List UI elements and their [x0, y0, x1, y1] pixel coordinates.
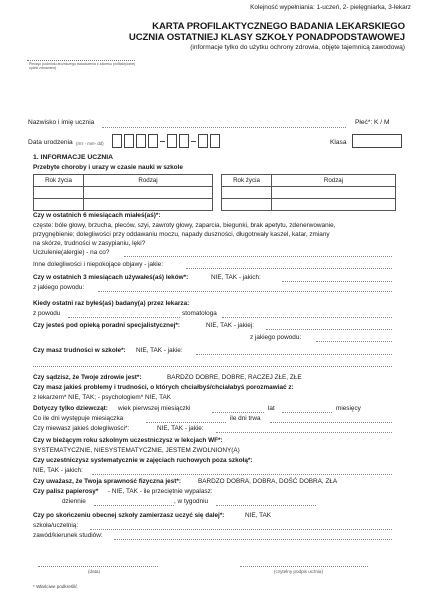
q6-title: Czy sądzisz, że Twoje zdrowie jest*:: [33, 374, 142, 381]
institution-stamp-area: [27, 60, 135, 102]
q1-title: Czy w ostatnich 6 miesiącach miałeś(aś)*:: [33, 212, 161, 219]
q4-options[interactable]: NIE, TAK - jakiej:: [206, 322, 255, 329]
allergy-field[interactable]: [124, 256, 392, 257]
q3-reason-field[interactable]: [68, 317, 180, 318]
q8-pain-options[interactable]: NIE, TAK - jakie:: [157, 425, 204, 432]
name-field[interactable]: [102, 127, 346, 128]
q3-dentist-label: stomatologa: [182, 310, 217, 317]
col-kind-header: Rodzaj: [272, 175, 396, 187]
q5-difficulties-field-2[interactable]: [33, 366, 392, 367]
q2-reason-field[interactable]: [98, 291, 392, 292]
form-subtitle: (informacje tylko do użytku ochrony zdrowia, objęte tajemnicą zawodową): [190, 44, 405, 51]
q13-profession-field[interactable]: [114, 539, 392, 540]
q13-options[interactable]: NIE, TAK: [245, 512, 272, 519]
other-symptoms-field[interactable]: [186, 268, 392, 269]
q9-title: Czy w bieżącym roku szkolnym uczestniczysz w lekcjach WF*:: [33, 437, 223, 444]
q8-months-field[interactable]: [282, 412, 332, 413]
q8-months-label: miesięcy: [336, 405, 361, 412]
q12-weekly-label: , w tygodniu: [174, 498, 209, 505]
q6-options[interactable]: BARDZO DOBRE, DOBRE, RACZEJ ZŁE, ZŁE: [167, 374, 302, 381]
q10-options[interactable]: NIE, TAK - jakich:: [33, 467, 83, 474]
q2-reason-label: z jakiego powodu:: [33, 284, 85, 291]
q11-options[interactable]: BARDZO DOBRA, DOBRA, DOŚĆ DOBRA, ZŁA: [198, 478, 338, 485]
q10-activities-field[interactable]: [92, 474, 392, 475]
form-title-line1: KARTA PROFILAKTYCZNEGO BADANIA LEKARSKIEGO: [152, 21, 405, 32]
q5-title: Czy masz trudności w szkole*:: [33, 347, 126, 354]
q11-title: Czy uważasz, że Twoja sprawność fizyczna jest*:: [33, 478, 181, 485]
dob-boxes[interactable]: [112, 134, 220, 148]
q3-title: Kiedy ostatni raz byłeś(aś) badany(a) przez lekarza:: [33, 300, 190, 307]
q13-title: Czy po skończeniu obecnej szkoły zamierzasz uczyć się dalej*:: [33, 512, 225, 519]
section-1-title: 1. INFORMACJE UCZNIA: [33, 154, 114, 161]
q1-line1[interactable]: częste: bóle głowy, brzucha, pleców, szyi, zawroty głowy, zaparcia, biegunki, brak apetytu, zdenerwowanie,: [33, 222, 336, 229]
q1-line2[interactable]: przygnębienie; dolegliwości przy oddawaniu moczu, napady duszności, długotrwały kaszel, katar, zmiany: [33, 231, 330, 238]
dob-label: Data urodzenia: [28, 139, 73, 146]
class-field[interactable]: [352, 134, 402, 148]
q4-title: Czy jesteś pod opieką poradni specjalistycznej*:: [33, 322, 181, 329]
diseases-table-right: [221, 174, 396, 211]
stamp-label: Pieczęć podmiotu leczniczego świadczenia z zakresu profilaktycznej opieki zdrowotnej: [29, 62, 136, 71]
fill-order-note: Kolejność wypełniania: 1-uczeń, 2- pielęgniarka, 3-lekarz: [250, 4, 411, 11]
q12-title: Czy palisz papierosy*: [33, 488, 99, 495]
q2-title: Czy w ostatnich 3 miesiącach używałeś(aś) leków*:: [33, 274, 189, 281]
q13-profession-label: zawód/kierunek studiów:: [33, 532, 103, 539]
name-label: Nazwisko i imię ucznia: [28, 119, 95, 126]
q7-options[interactable]: z lekarzem* NIE, TAK; - psychologiem* NIE, TAK: [33, 394, 172, 401]
footnote: * Właściwe podkreślić: [33, 584, 78, 589]
q1-line3[interactable]: na skórze, trudności w zasypianiu, lęki?: [33, 240, 146, 247]
q5-difficulties-field[interactable]: [196, 354, 392, 355]
date-caption: (data): [88, 569, 101, 574]
q13-school-field[interactable]: [90, 529, 392, 530]
form-title-line2: UCZNIA OSTATNIEJ KLASY SZKOŁY PONADPODSTAWOWEJ: [128, 32, 405, 43]
diseases-table-left: [33, 174, 213, 211]
q8-frequency-field[interactable]: [146, 422, 226, 423]
q8-frequency-label: Co ile dni występuje miesiączka: [33, 415, 124, 422]
q4-reason-label: z jakiego powodu:: [250, 334, 302, 341]
q8-duration-field[interactable]: [270, 422, 392, 423]
q10-title: Czy uczestniczysz systematycznie w zajęciach ruchowych poza szkołą*:: [33, 457, 253, 464]
date-field[interactable]: [38, 566, 158, 567]
q8-years-label: lat: [268, 405, 275, 412]
q12-daily-field[interactable]: [94, 505, 174, 506]
q13-school-label: szkoła/uczelnią:: [33, 522, 79, 529]
signature-caption: (czytelny podpis ucznia): [274, 569, 324, 574]
q12-options[interactable]: - NIE, TAK - ile przeciętnie wypalasz:: [108, 488, 213, 495]
sex-label[interactable]: Płeć*: K / M: [355, 119, 390, 126]
q8-duration-label: ile dni trwa: [230, 415, 261, 422]
allergy-label: Uczulenie(alergie) - na co?: [33, 249, 110, 256]
q8-title: Dotyczy tylko dziewcząt:: [33, 405, 108, 412]
col-year-header: Rok życia: [34, 175, 84, 187]
col-year-header: Rok życia: [222, 175, 272, 187]
col-kind-header: Rodzaj: [84, 175, 213, 187]
q2-options[interactable]: NIE, TAK - jakich:: [211, 274, 261, 281]
q12-daily-label: dziennie: [62, 498, 86, 505]
dob-hint: (rrrr - mm- dd): [76, 141, 104, 146]
q3-dentist-field[interactable]: [222, 317, 392, 318]
q9-options[interactable]: SYSTEMATYCZNIE, NIESYSTEMATYCZNIE, JESTEM ZWOLNIONY(A): [33, 447, 240, 454]
q8-pain-field[interactable]: [216, 432, 392, 433]
diseases-label: Przebyte choroby i urazy w czasie nauki w szkole: [33, 164, 183, 171]
q7-title: Czy masz jakieś problemy i trudności, o których chciałbyś/chciałabyś porozmawiać z:: [33, 384, 294, 391]
q2-medication-field[interactable]: [282, 281, 392, 282]
q3-reason-label: z powodu: [33, 310, 61, 317]
other-symptoms-label: Inne dolegliwości i niepokojące objawy - jakie:: [33, 261, 164, 268]
q8-pain-label: Czy miewasz jakieś dolegliwości*:: [33, 425, 130, 432]
q8-age-label: wiek pierwszej miesiączki: [118, 405, 191, 412]
q12-weekly-field[interactable]: [216, 505, 316, 506]
q4-clinic-field[interactable]: [266, 329, 392, 330]
signature-field[interactable]: [240, 566, 368, 567]
q5-options[interactable]: NIE, TAK - jakie:: [136, 347, 183, 354]
q4-reason-field[interactable]: [316, 341, 392, 342]
q8-years-field[interactable]: [212, 412, 264, 413]
class-label: Klasa: [330, 139, 347, 146]
